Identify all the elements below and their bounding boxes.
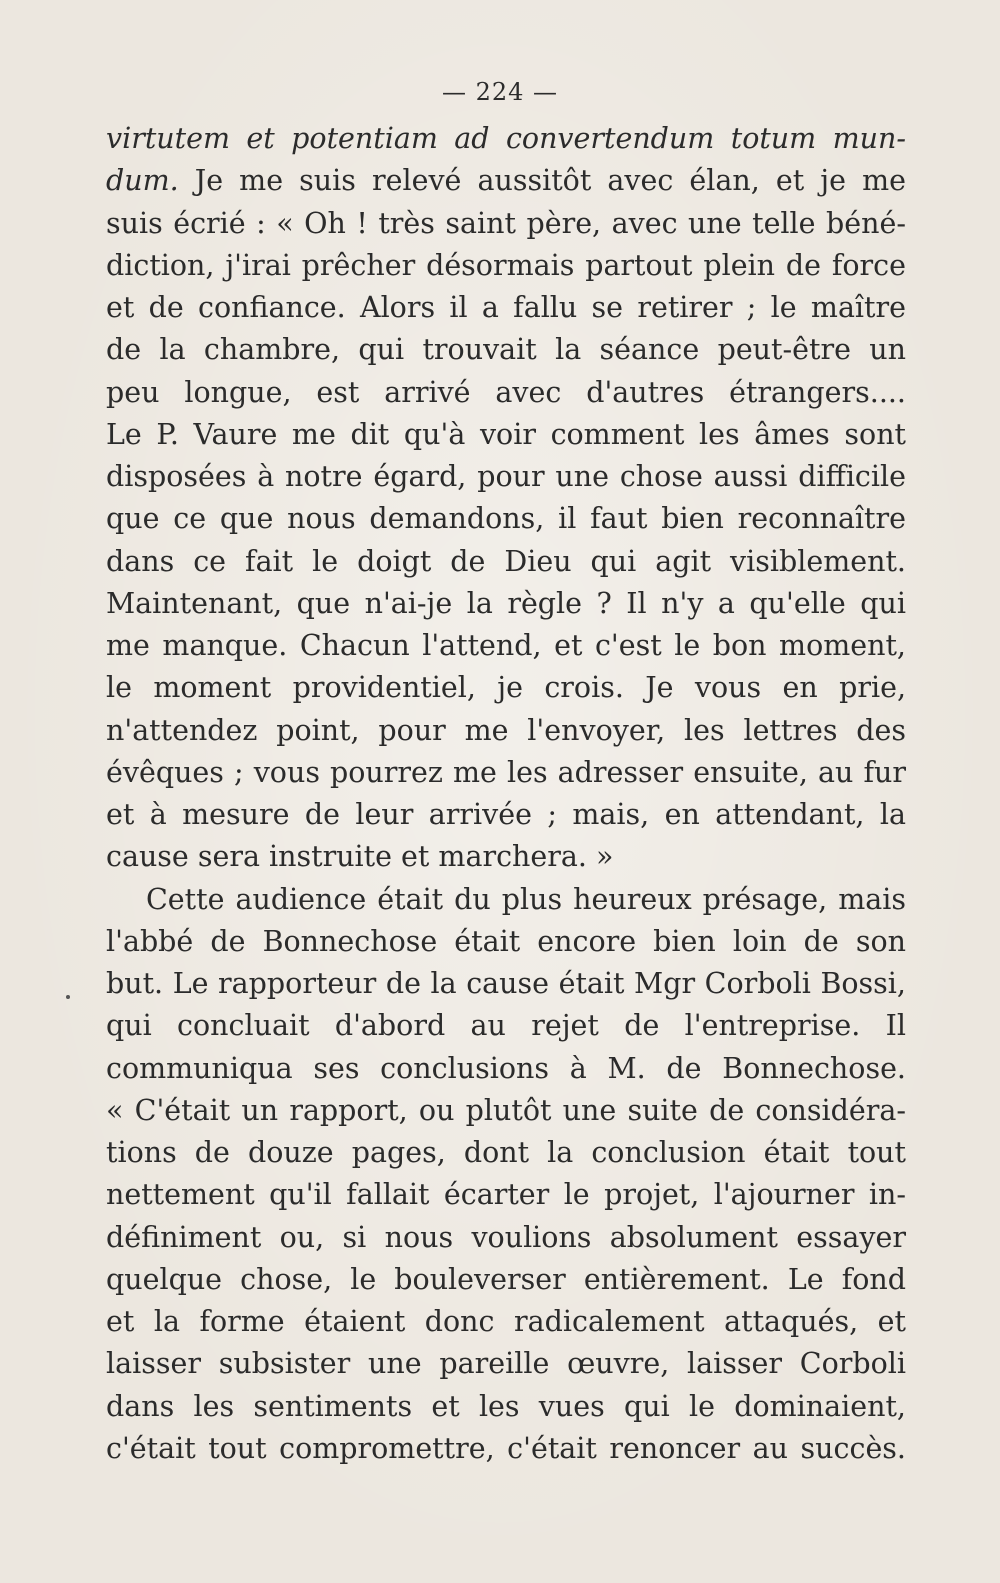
text-line: suis écrié : « Oh ! très saint père, avec une telle béné- [106,206,906,240]
text-line: nettement qu'il fallait écarter le projet, l'ajourner in- [106,1178,906,1212]
text-line: virtutem et potentiam ad convertendum totum mun- [106,122,906,155]
page-number: — 224 — [441,78,559,106]
text-line: cause sera instruite et marchera. » [106,840,614,874]
text-line: dans ce fait le doigt de Dieu qui agit visiblement. [106,544,906,578]
text-line: diction, j'irai prêcher désormais partout plein de force [106,248,906,282]
text-line: que ce que nous demandons, il faut bien reconnaître [106,502,906,536]
text-line: et de confiance. Alors il a fallu se retirer ; le maître [106,291,906,324]
latin-fragment: dum. [106,164,179,198]
text-line: Cette audience était du plus heureux présage, mais [146,882,906,916]
text-line: communiqua ses conclusions à M. de Bonnechose. [106,1051,906,1085]
text-line: évêques ; vous pourrez me les adresser ensuite, au fur [106,755,906,789]
text-line: laisser subsister une pareille œuvre, laisser Corboli [106,1347,906,1381]
text-line: me manque. Chacun l'attend, et c'est le bon moment, [106,629,906,662]
text-line: but. Le rapporteur de la cause était Mgr Corboli Bossi, [106,967,906,1000]
body-text [106,118,906,1470]
text-line: dum. Je me suis relevé aussitôt avec élan, et je me [106,164,906,198]
text-line: « C'était un rapport, ou plutôt une suite de considéra- [106,1093,906,1127]
text-line: tions de douze pages, dont la conclusion était tout [106,1136,906,1169]
ink-speck [66,995,70,999]
text-line: c'était tout compromettre, c'était renoncer au succès. [106,1431,906,1465]
text-line: définiment ou, si nous voulions absolument essayer [106,1220,906,1254]
text-line: de la chambre, qui trouvait la séance peut-être un [106,333,906,367]
text-line: peu longue, est arrivé avec d'autres étrangers.... [106,375,906,409]
text-line: Maintenant, que n'ai-je la règle ? Il n'y a qu'elle qui [106,586,906,620]
text-line: disposées à notre égard, pour une chose aussi difficile [106,460,906,493]
text-line: n'attendez point, pour me l'envoyer, les lettres des [106,713,906,747]
text-line: qui concluait d'abord au rejet de l'entreprise. Il [106,1009,906,1043]
text-line: et la forme étaient donc radicalement attaqués, et [106,1305,906,1338]
text-line: Le P. Vaure me dit qu'à voir comment les âmes sont [106,417,906,451]
text-line: dans les sentiments et les vues qui le dominaient, [106,1389,906,1423]
text-line: et à mesure de leur arrivée ; mais, en attendant, la [106,798,906,831]
text-line: quelque chose, le bouleverser entièrement. Le fond [106,1262,906,1296]
text-line: l'abbé de Bonnechose était encore bien loin de son [106,924,906,958]
text-line: le moment providentiel, je crois. Je vous en prie, [106,671,906,705]
